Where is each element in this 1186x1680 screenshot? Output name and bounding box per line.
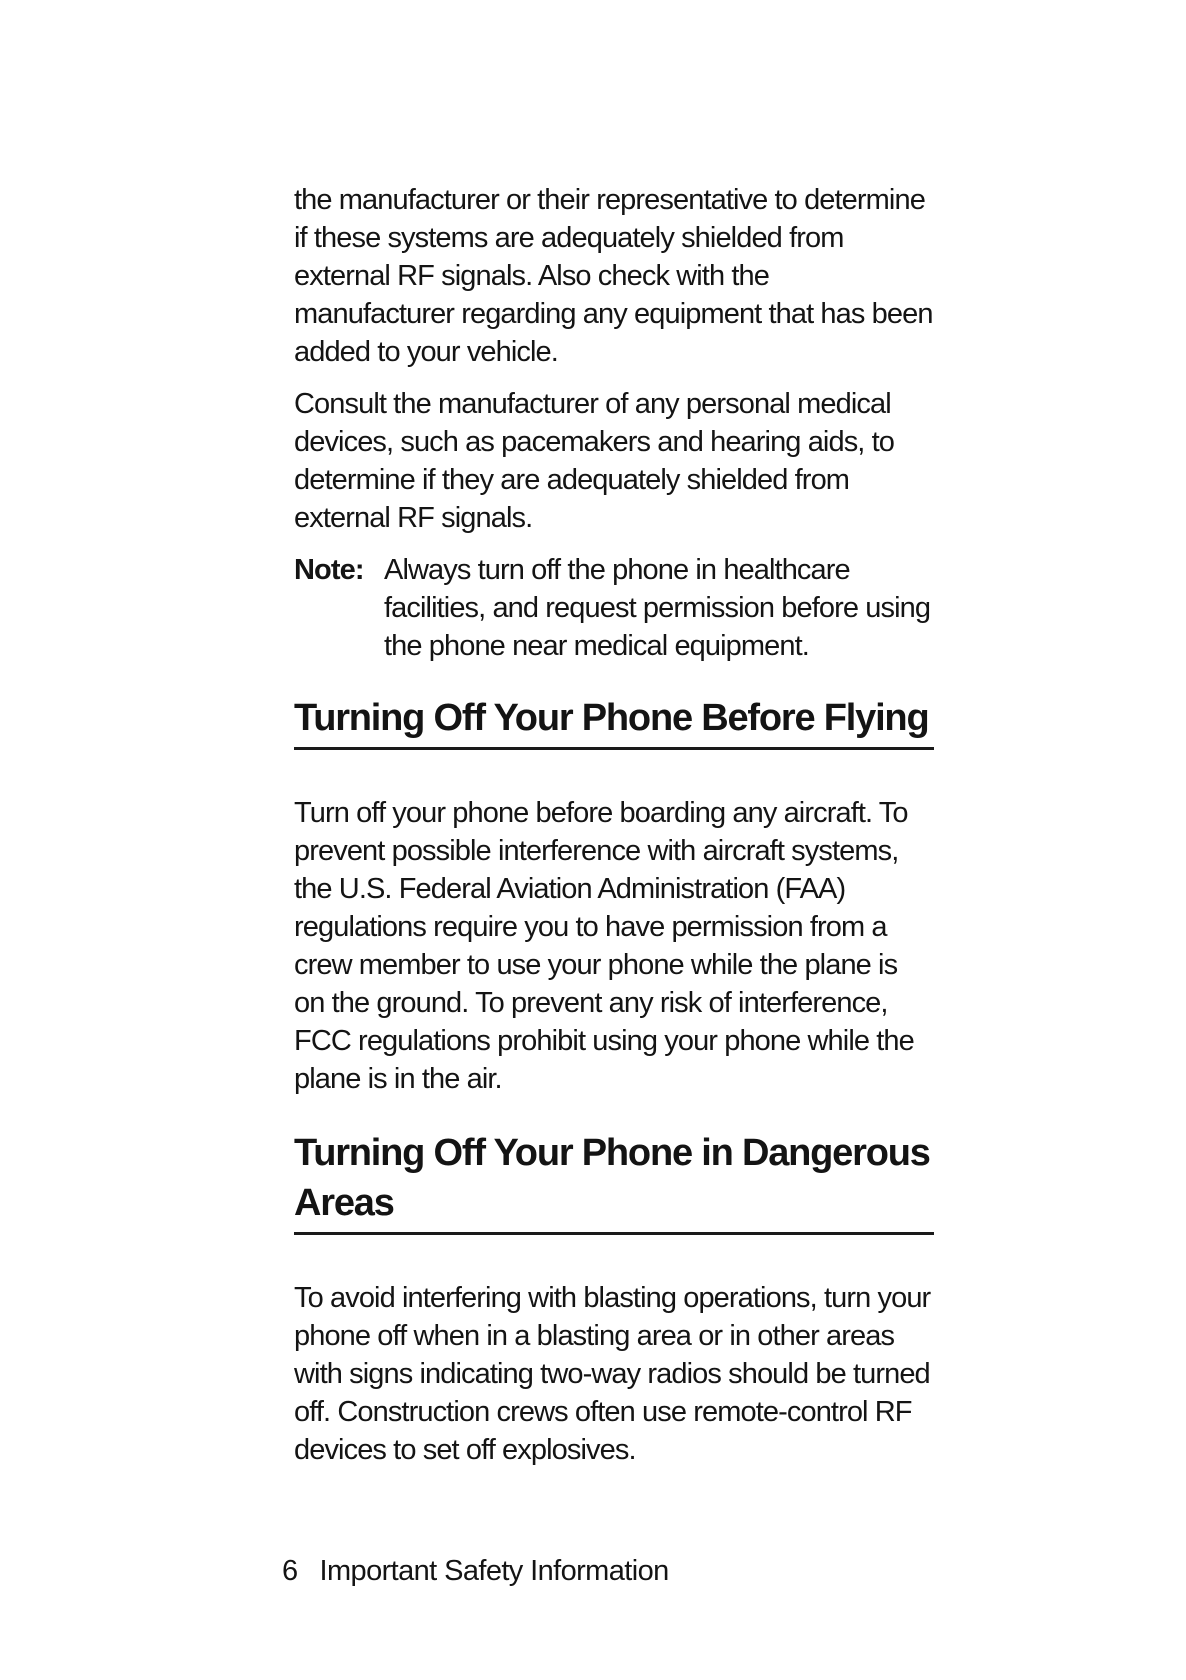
section-dangerous-areas [294,1128,934,1469]
section-heading-dangerous-areas: Turning Off Your Phone in Dangerous Areas [294,1128,934,1235]
section-flying [294,693,934,1098]
section-body-flying: Turn off your phone before boarding any aircraft. To prevent possible interference with aircraft systems, the U.S. Federal Aviation Administration (FAA) regulations require you to have permission from a crew member to use your phone while the plane is on the ground. To prevent any risk of interference, FCC regulations prohibit using your phone while the plane is in the air. [294,797,914,1095]
page-footer [282,1553,669,1589]
page-number: 6 [282,1555,298,1587]
section-body-dangerous-areas: To avoid interfering with blasting operations, turn your phone off when in a blasting area or in other areas with signs indicating two-way radios should be turned off. Construction crews often use remote-control RF devices to set off explosives. [294,1282,931,1466]
note-text: Always turn off the phone in healthcare facilities, and request permission before using the phone near medical equipment. [384,554,931,662]
intro-paragraph-2: Consult the manufacturer of any personal medical devices, such as pacemakers and hearing aids, to determine if they are adequately shielded from external RF signals. [294,388,894,534]
section-heading-flying: Turning Off Your Phone Before Flying [294,693,934,750]
note-label: Note: [294,554,364,586]
page-content [294,181,934,1469]
note-block [294,551,934,665]
intro-paragraph-1: the manufacturer or their representative to determine if these systems are adequately shielded from external RF signals. Also check with the manufacturer regarding any equipment that has been added to your vehicle. [294,184,933,368]
footer-section-title: Important Safety Information [319,1555,669,1587]
